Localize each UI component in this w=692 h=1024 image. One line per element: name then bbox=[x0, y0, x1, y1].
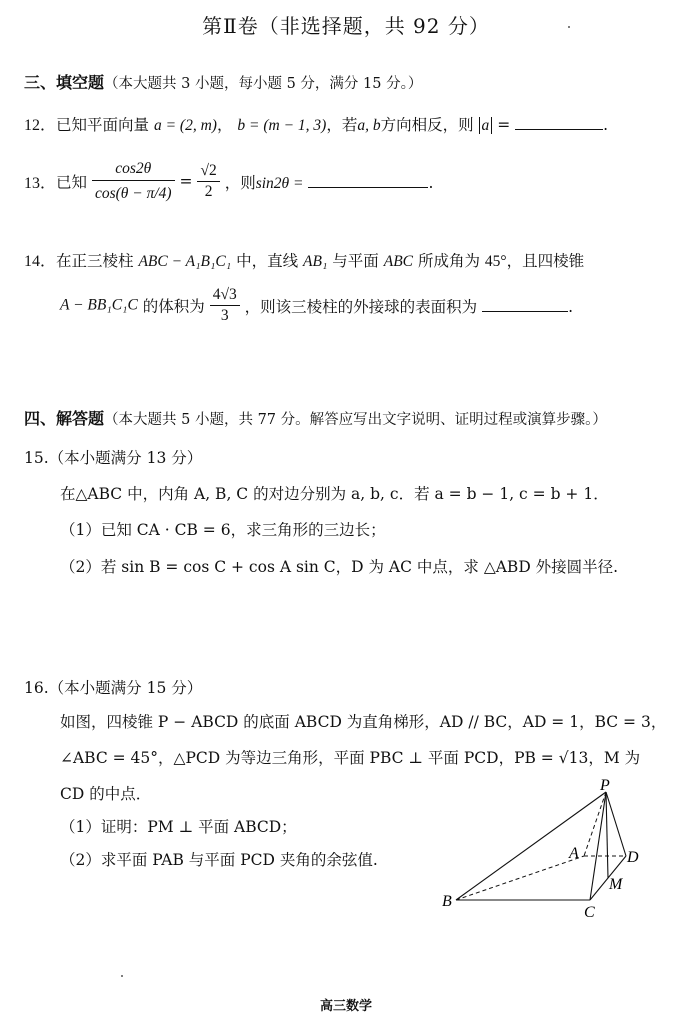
section4-note: （本大题共 5 小题，共 77 分。解答应写出文字说明、证明过程或演算步骤。） bbox=[104, 412, 607, 428]
q16-line1: 如图，四棱锥 P − ABCD 的底面 ABCD 为直角梯形，AD // BC，AD = 1，BC = 3， bbox=[60, 713, 667, 731]
q12-number: 12． bbox=[24, 117, 57, 134]
q16-header: 16.（本小题满分 15 分） bbox=[24, 679, 203, 697]
q13-fraction-lhs bbox=[92, 160, 175, 203]
pyramid-figure bbox=[436, 776, 656, 924]
q14-text-5: ，且四棱锥 bbox=[506, 252, 585, 270]
q12-equals: = bbox=[497, 116, 511, 134]
section3-note: （本大题共 3 小题，每小题 5 分，满分 15 分。） bbox=[104, 76, 423, 92]
q13-denominator: cos(θ − π/4) bbox=[94, 185, 172, 202]
section3-title: 三、填空题 bbox=[24, 73, 105, 92]
q13-end: . bbox=[428, 173, 434, 192]
q14-pyramid: A − BB₁C₁C bbox=[60, 296, 138, 314]
edge-PM bbox=[606, 792, 608, 878]
q12-answer-blank[interactable] bbox=[515, 115, 603, 130]
q15-header: 15.（本小题满分 13 分） bbox=[24, 449, 203, 467]
q12-end: . bbox=[603, 116, 609, 134]
edge-BA bbox=[456, 856, 584, 900]
q14-prism: ABC − A₁B₁C₁ bbox=[138, 253, 232, 270]
q14-volume-denominator: 3 bbox=[220, 307, 229, 324]
q14-line-ab1: AB₁ bbox=[303, 253, 328, 270]
q13-fraction-rhs bbox=[197, 162, 219, 201]
q12-text-2: ，若 bbox=[326, 116, 358, 134]
q12-vectors-ab: a, b bbox=[357, 117, 381, 134]
q14-text-2: 中，直线 bbox=[236, 252, 299, 270]
page-title: 第Ⅱ卷（非选择题，共 92 分） bbox=[202, 14, 490, 38]
q14-end: . bbox=[568, 297, 574, 316]
q13-rhs-denominator: 2 bbox=[204, 183, 213, 200]
q15-part1: （1）已知 CA · CB = 6，求三角形的三边长； bbox=[60, 521, 386, 539]
q13-numerator: cos2θ bbox=[92, 160, 175, 181]
edge-PA bbox=[584, 792, 606, 856]
q14-volume-numerator: 4√3 bbox=[210, 286, 240, 306]
q15-stem: 在△ABC 中，内角 A, B, C 的对边分别为 a, b, c．若 a = b − 1, c = b + 1． bbox=[60, 485, 609, 503]
question-14-line2 bbox=[60, 286, 573, 325]
q15-part2: （2）若 sin B = cos C + cos A sin C，D 为 AC 中点，求 △ABD 外接圆半径. bbox=[60, 558, 619, 576]
q13-text-1: 已知 bbox=[56, 173, 88, 192]
q12-text-3: 方向相反，则 bbox=[380, 116, 474, 134]
label-D: D bbox=[627, 849, 639, 866]
q14-volume-fraction bbox=[210, 286, 240, 325]
q16-line2: ∠ABC = 45°，△PCD 为等边三角形，平面 PBC ⊥ 平面 PCD，PB = √13，M 为 bbox=[60, 749, 641, 767]
q14-answer-blank[interactable] bbox=[482, 297, 568, 312]
q13-number: 13． bbox=[24, 175, 57, 192]
scan-dot bbox=[568, 26, 570, 28]
label-A: A bbox=[569, 845, 579, 862]
q16-part2: （2）求平面 PAB 与平面 PCD 夹角的余弦值. bbox=[60, 851, 378, 869]
edge-PB bbox=[456, 792, 606, 900]
question-12: 12．已知平面向量 a = (2, m)， b = (m − 1, 3)，若a, b方向相反，则 a = . bbox=[24, 116, 609, 134]
q14-text-7: ，则该三棱柱的外接球的表面积为 bbox=[244, 297, 478, 316]
label-B: B bbox=[442, 893, 452, 910]
q12-abs-a: a bbox=[479, 117, 493, 134]
section4-title: 四、解答题 bbox=[24, 409, 105, 428]
label-C: C bbox=[584, 904, 595, 921]
q13-rhs-numerator: √2 bbox=[197, 162, 219, 182]
label-M: M bbox=[609, 876, 623, 893]
q14-text-4: 所成角为 bbox=[417, 252, 480, 270]
q12-vector-b: b = (m − 1, 3) bbox=[237, 117, 327, 134]
q13-text-2: ，则 bbox=[224, 173, 256, 192]
q14-text-1: 在正三棱柱 bbox=[56, 252, 134, 270]
q13-answer-blank[interactable] bbox=[308, 173, 428, 188]
scan-dot-2 bbox=[121, 975, 123, 977]
page-footer: 高三数学 bbox=[319, 999, 372, 1014]
question-13: 13．已知 $\frac{\cos 2\theta}{\cos(\theta - \pi/4)}$ = $\frac{√2}{2}$ ，则sin2θ = . bbox=[24, 160, 434, 202]
section4-heading bbox=[24, 406, 607, 429]
q14-number: 14． bbox=[24, 253, 57, 270]
q14-text-6: 的体积为 bbox=[142, 297, 205, 316]
q12-vector-a: a = (2, m) bbox=[153, 117, 217, 134]
q16-part1: （1）证明：PM ⊥ 平面 ABCD； bbox=[60, 818, 297, 836]
edge-PD bbox=[606, 792, 626, 856]
q16-line3: CD 的中点． bbox=[60, 785, 152, 803]
q12-text-1: 已知平面向量 bbox=[56, 116, 150, 134]
q14-angle: 45° bbox=[484, 253, 507, 270]
section3-heading bbox=[24, 70, 422, 93]
q14-plane: ABC bbox=[383, 253, 414, 270]
q14-text-3: 与平面 bbox=[332, 252, 379, 270]
label-P: P bbox=[600, 777, 610, 794]
question-14-line1 bbox=[24, 248, 584, 271]
q13-ask: sin2θ = bbox=[255, 174, 304, 192]
